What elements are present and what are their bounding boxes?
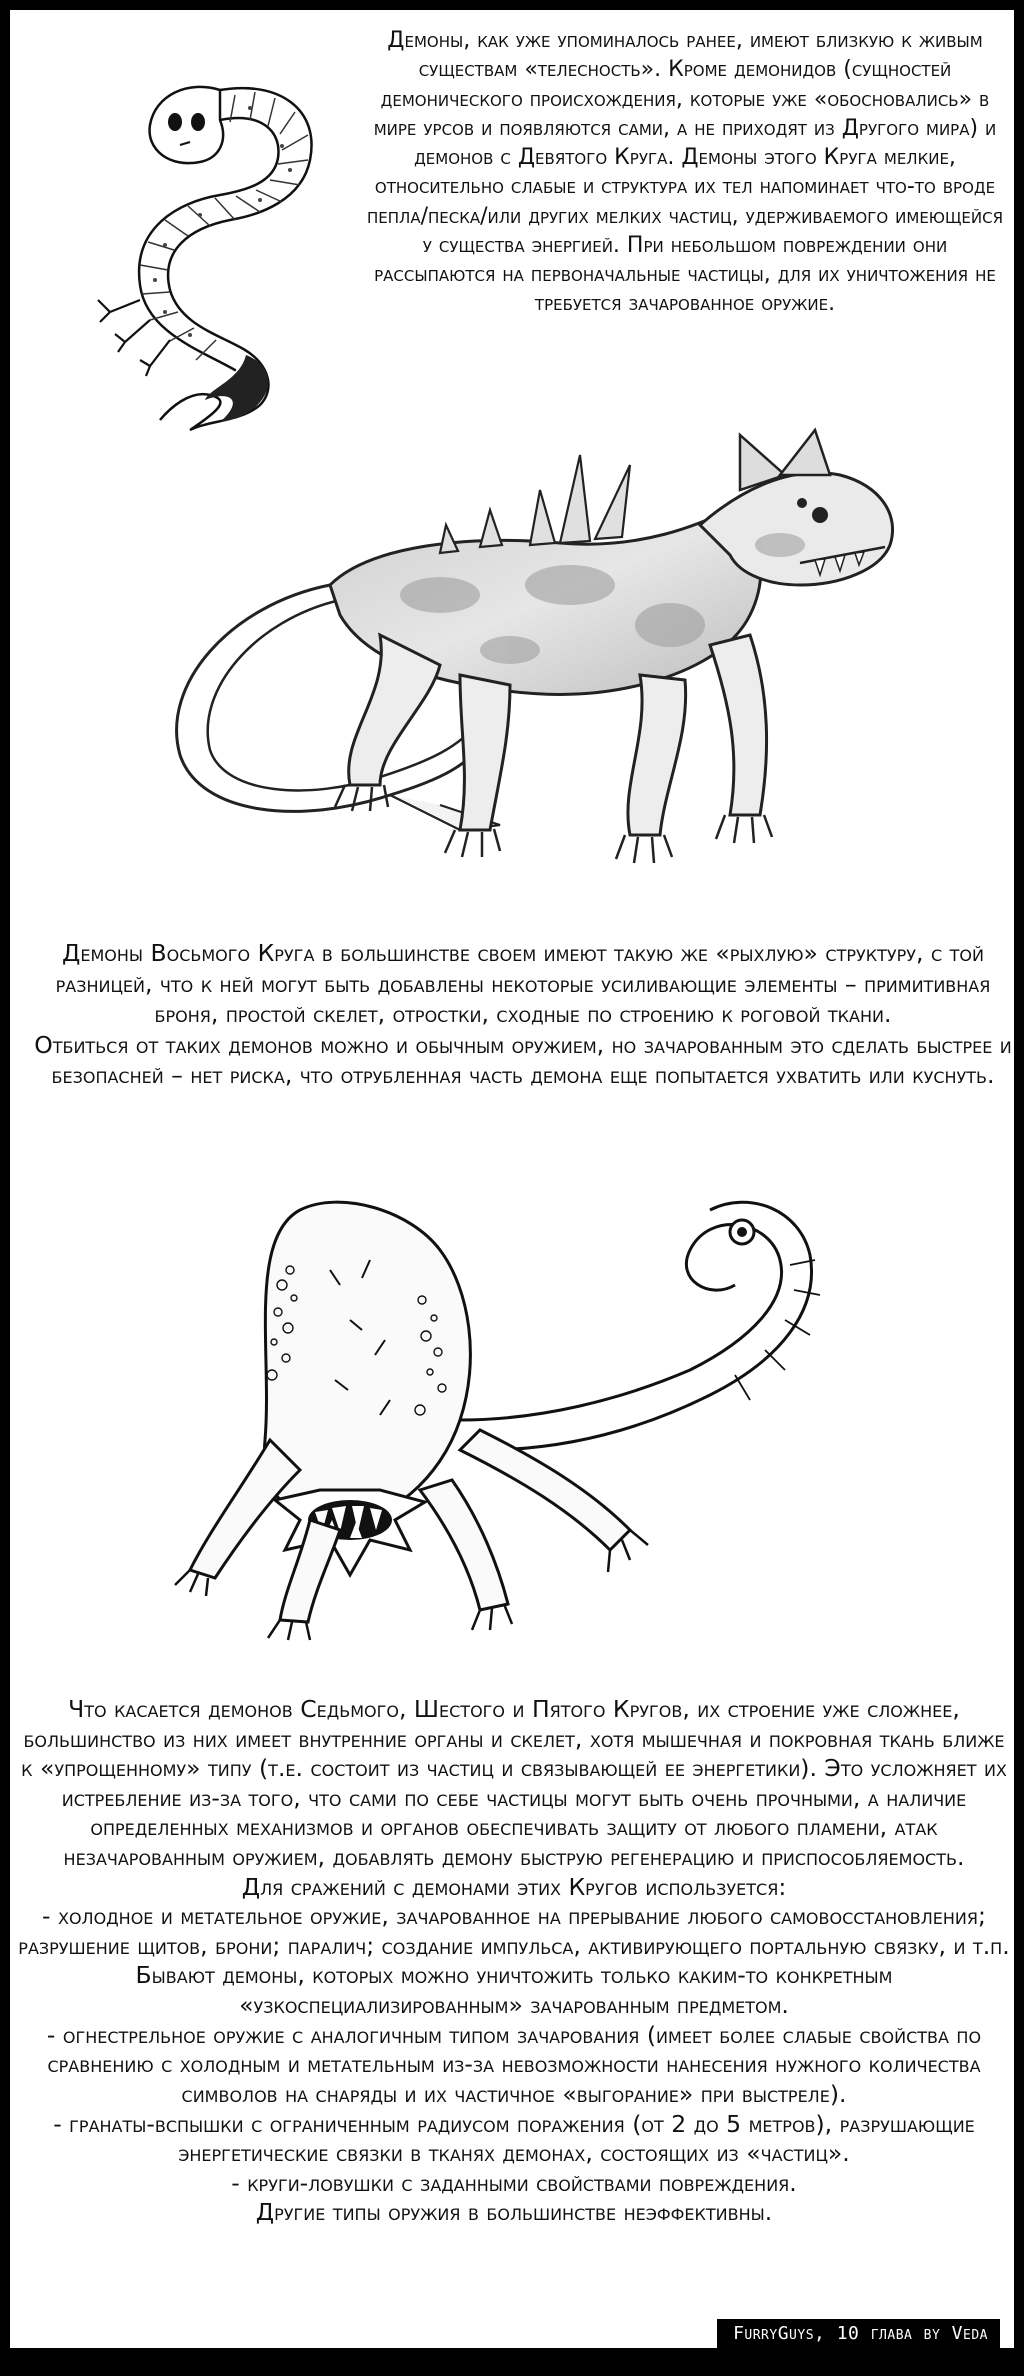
weapons-intro: Для сражений с демонами этих Кругов используется: (241, 1872, 787, 1901)
weapon-item-melee: - холодное и метательное оружие, зачарованное на прерывание любого самовосстановления; разрушение щитов, брони; паралич; создание импульса, активирующего портальную связку, и т.п. Бывают демоны, которых можно уничтожить только каким-то конкретным «узкоспециализированным» зачарованным предметом. (18, 1902, 1010, 2020)
intro-paragraph: Демоны, как уже упоминалось ранее, имеют близкую к живым существам «телесность». Кроме демонидов (сущностей демонического происхождения, которые уже «обосновались» в мире урсов и появляются сами, а не приходят из Другого мира) и демонов с Девятого Круга. Демоны этого Круга мелкие, относительно слабые и структура их тел напоминает что-то вроде пепла/песка/или других мелких частиц, удерживаемого имеющейся у существа энергией. При небольшом повреждении они рассыпаются на первоначальные частицы, для их уничтожения не требуется зачарованное оружие. (367, 28, 1003, 317)
lower-circles-description: Что касается демонов Седьмого, Шестого и Пятого Кругов, их строение уже сложнее, большинство из них имеет внутренние органы и скелет, хотя мышечная и покровная ткань ближе к «упрощенному» типу (т.е. состоит из частиц и связывающей ее энергетики). Это усложняет их истребление из-за того, что сами по себе частицы могут быть очень прочными, а наличие определенных механизмов и органов обеспечивать защиту от любого пламени, атак незачарованным оружием, добавлять демону быструю регенерацию и приспособляемость. (21, 1695, 1007, 1872)
credits-footer: FurryGuys, 10 глава by Veda (717, 2319, 1000, 2350)
weapon-item-traps: - круги-ловушки с заданными свойствами повреждения. (231, 2168, 797, 2197)
weapon-item-grenades: - гранаты-вспышки с ограниченным радиусом поражения (от 2 до 5 метров), разрушающие энергетические связки в тканях демонах, состоящих из «частиц». (53, 2109, 975, 2168)
lower-circle-demon-illustration (190, 1190, 870, 1640)
lower-circles-paragraph (18, 1695, 1010, 2228)
eighth-circle-description: Демоны Восьмого Круга в большинстве своем имеют такую же «рыхлую» структуру, с той разницей, что к ней могут быть добавлены некоторые усиливающие элементы – примитивная броня, простой скелет, отростки, сходные по строению к роговой ткани. (55, 939, 991, 1029)
worm-demon-illustration (70, 50, 370, 440)
eighth-circle-combat: Отбиться от таких демонов можно и обычным оружием, но зачарованным это сделать быстрее и безопасней – нет риска, что отрубленная часть демона еще попытается ухватить или куснуть. (34, 1030, 1012, 1090)
comic-page (8, 8, 1016, 2350)
weapons-conclusion: Другие типы оружия в большинстве неэффективны. (255, 2198, 773, 2227)
weapon-item-firearms: - огнестрельное оружие с аналогичным типом зачарования (имеет более слабые свойства по сравнению с холодным и метательным из-за невозможности нанесения нужного количества символов на снаряды и их частичное «выгорание» при выстреле). (46, 2020, 982, 2108)
eighth-circle-paragraph (28, 938, 1016, 1091)
eighth-circle-demon-illustration (140, 435, 900, 915)
